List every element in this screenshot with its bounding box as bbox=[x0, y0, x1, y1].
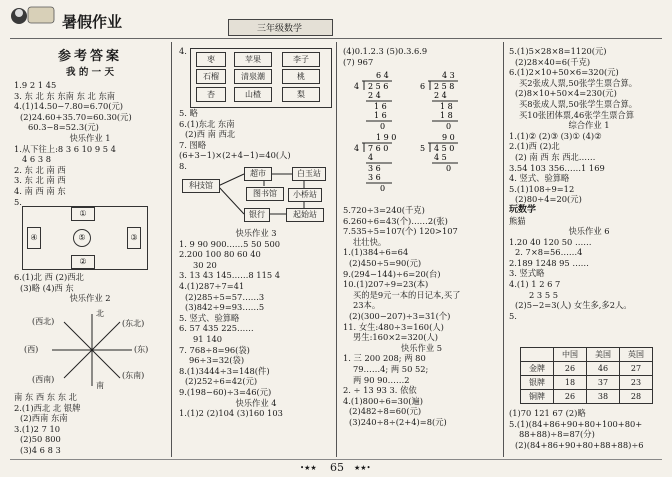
table-cell: 27 bbox=[620, 362, 653, 376]
line: 2. ÷ 13 93 3. 依依 bbox=[343, 385, 417, 396]
column-3 bbox=[343, 46, 427, 67]
line: (2)80÷4=20(元) bbox=[515, 194, 582, 205]
line: (2)50 800 bbox=[20, 434, 61, 445]
column-4 bbox=[509, 46, 669, 321]
line: 6. 57 435 225…… bbox=[179, 323, 254, 334]
line: 5. bbox=[14, 196, 22, 207]
line: 5.(1)108÷9=12 bbox=[509, 183, 575, 194]
line: (2)8×10+50×4=230(元) bbox=[515, 88, 617, 99]
header-rule bbox=[10, 38, 662, 39]
table-cell: 23 bbox=[620, 376, 653, 390]
line: 4.(1)800÷6=30(遍) bbox=[343, 395, 424, 406]
grid-cell: 梨 bbox=[282, 87, 320, 102]
line: 2. 东 北 南 西 bbox=[14, 164, 66, 175]
line: (2)西 南 西北 bbox=[185, 129, 236, 140]
line: 7. 768÷8=96(袋) bbox=[179, 344, 250, 355]
column-divider-1 bbox=[171, 42, 172, 457]
line: 60.3−8=52.3(元) bbox=[28, 122, 99, 133]
line: 买2张成人票,50张学生票合算。 bbox=[519, 77, 638, 88]
compass-east: (东) bbox=[134, 345, 149, 354]
line: 6.(1)2×10+50×6=320(元) bbox=[509, 67, 619, 78]
svg-text:6 4: 6 4 bbox=[376, 71, 389, 80]
line: 2.189 1248 95 …… bbox=[509, 257, 589, 268]
grid-cell: 清泉潮 bbox=[234, 69, 272, 84]
svg-text:1 6: 1 6 bbox=[374, 111, 387, 120]
line: 5.(1)5×28×8=1120(元) bbox=[509, 46, 607, 56]
compass-sw: (西南) bbox=[32, 375, 55, 384]
line: 6.(1)东北 东南 bbox=[179, 118, 235, 129]
map-node-bank: 银行 bbox=[244, 208, 270, 222]
grid-cell: 石榴 bbox=[196, 69, 226, 84]
line: (2) 南 西 东 西北…… bbox=[515, 151, 596, 162]
line: 5. 竖式、验算略 bbox=[179, 312, 240, 323]
svg-text:3 6: 3 6 bbox=[368, 173, 381, 182]
line: 6.(1)北 西 (2)西北 bbox=[14, 272, 84, 282]
map-node-baiyu-station: 白玉站 bbox=[292, 167, 326, 181]
line: 5.(1)(84+86+90+80+100+80+ bbox=[509, 418, 643, 429]
line: 男生:160×2=320(人) bbox=[353, 332, 439, 343]
line: 2.(1)西 (2)北 bbox=[509, 141, 560, 152]
line: 7. 图略 bbox=[179, 139, 207, 150]
table-cell: 28 bbox=[620, 390, 653, 404]
line: 4. 竖式、验算略 bbox=[509, 173, 570, 184]
svg-text:9 0: 9 0 bbox=[442, 133, 455, 142]
svg-text:4 3: 4 3 bbox=[442, 71, 455, 80]
svg-text:2 5 6: 2 5 6 bbox=[368, 82, 389, 91]
brand-logo bbox=[10, 2, 56, 28]
line: 5. 略 bbox=[179, 108, 198, 118]
page-number: 65 bbox=[330, 461, 344, 474]
grid-cell: 桃 bbox=[282, 69, 320, 84]
line: (2)252÷6=42(元) bbox=[185, 376, 258, 387]
line: (4)0.1.2.3 (5)0.3.6.9 bbox=[343, 46, 428, 56]
line: (2)28×40=6(千克) bbox=[515, 56, 591, 67]
table-cell: 银牌 bbox=[521, 376, 554, 390]
table-cell: 26 bbox=[554, 390, 587, 404]
line: 2.(1)西北 北 银牌 bbox=[14, 402, 81, 413]
line: 4.(1) 1 2 6 7 bbox=[509, 279, 561, 290]
svg-text:4 5: 4 5 bbox=[434, 153, 447, 162]
line: 8. bbox=[179, 160, 187, 171]
grid-cell: 山楂 bbox=[234, 87, 272, 102]
table-row bbox=[521, 348, 653, 362]
svg-text:6: 6 bbox=[420, 82, 426, 91]
svg-text:4: 4 bbox=[354, 144, 360, 153]
line: 6.260÷6=43(个)……2(张) bbox=[343, 215, 448, 226]
svg-text:1 6: 1 6 bbox=[374, 102, 387, 111]
table-cell: 37 bbox=[587, 376, 620, 390]
line: (7) 967 bbox=[343, 56, 374, 67]
table-cell: 美国 bbox=[587, 348, 620, 362]
line: 熊猫 bbox=[509, 215, 526, 226]
line: (2)450÷5=90(元) bbox=[349, 257, 422, 268]
column-2-a bbox=[179, 108, 291, 172]
line: 1. 9 90 900……5 50 500 bbox=[179, 238, 281, 249]
map-node-start-station: 起始站 bbox=[286, 208, 324, 222]
line: 4. 南 西 南 东 bbox=[14, 185, 66, 196]
line: 88+88)÷8=87(分) bbox=[519, 429, 595, 440]
line: (3)略 (4)西 东 bbox=[20, 282, 74, 293]
svg-text:1 8: 1 8 bbox=[440, 102, 453, 111]
line: 10.(1)207÷9=23(本) bbox=[343, 279, 429, 290]
svg-text:0: 0 bbox=[380, 122, 386, 131]
map-box: ③ bbox=[127, 227, 141, 249]
line: 30 20 bbox=[193, 259, 217, 270]
route-map bbox=[182, 166, 334, 226]
section-heading: 玩数学 bbox=[509, 204, 537, 215]
line: 3. 东 北 南 西 bbox=[14, 175, 66, 186]
section-heading: 综合作业 1 bbox=[568, 120, 610, 131]
column-1-c bbox=[14, 392, 166, 456]
line: 91 140 bbox=[193, 333, 223, 344]
map-node-library: 图书馆 bbox=[246, 187, 284, 201]
line: (6+3−1)×(2+4−1)=40(人) bbox=[179, 150, 291, 161]
table-cell: 铜牌 bbox=[521, 390, 554, 404]
table-cell: 38 bbox=[587, 390, 620, 404]
line: 3. 东 北 东 东南 东 北 东南 bbox=[14, 90, 116, 101]
grid-cell: 苹果 bbox=[234, 52, 272, 67]
line: 8.(1)3444÷3=148(件) bbox=[179, 365, 270, 376]
line: 1.(1)2 (2)104 (3)160 103 bbox=[179, 408, 283, 419]
compass-ne: (东北) bbox=[122, 319, 145, 328]
section-heading: 快乐作业 5 bbox=[400, 342, 443, 353]
long-division-figures bbox=[352, 70, 502, 200]
footer-stars-right: ★★• bbox=[354, 464, 371, 472]
map-center-circle: ⑤ bbox=[73, 229, 91, 247]
footer-rule bbox=[10, 459, 662, 460]
line: 96÷3=32(袋) bbox=[189, 355, 245, 366]
svg-text:0: 0 bbox=[446, 164, 452, 173]
table-cell bbox=[521, 348, 554, 362]
svg-text:1 8: 1 8 bbox=[440, 111, 453, 120]
line: 壮壮快。 bbox=[353, 236, 387, 247]
line: 2. 7×8=56……4 bbox=[515, 247, 583, 258]
line: 1.9 2 1 45 bbox=[14, 80, 57, 90]
compass-west: (西) bbox=[24, 345, 39, 354]
svg-text:4: 4 bbox=[354, 82, 360, 91]
table-cell: 英国 bbox=[620, 348, 653, 362]
line: 4.(1)14.50−7.80=6.70(元) bbox=[14, 101, 124, 112]
line: 买的是9元一本的日记本,买了 bbox=[353, 289, 461, 300]
section-heading: 快乐作业 2 bbox=[69, 293, 111, 304]
line: (3)4 6 8 3 bbox=[20, 444, 61, 455]
answer-title: 参考答案 bbox=[57, 49, 122, 64]
map-node-science-museum: 科技馆 bbox=[182, 179, 220, 193]
svg-text:1 9 0: 1 9 0 bbox=[376, 133, 397, 142]
map-node-supermarket: 超市 bbox=[244, 167, 272, 181]
section-title: 我 的 一 天 bbox=[66, 67, 114, 78]
grid-cell: 李子 bbox=[282, 52, 320, 67]
line: 1.(1)384÷6=64 bbox=[343, 247, 409, 258]
line: (3)240÷8÷(2+4)=8(元) bbox=[349, 416, 447, 427]
column-1-b bbox=[14, 272, 166, 304]
footer-stars-left: •★★ bbox=[300, 464, 317, 472]
section-heading: 快乐作业 3 bbox=[235, 228, 277, 238]
line: (2)5−2=3(人) 女生多,多2人。 bbox=[515, 300, 632, 311]
section-heading: 快乐作业 4 bbox=[235, 397, 277, 408]
column-divider-2 bbox=[336, 42, 337, 457]
column-divider-3 bbox=[503, 42, 504, 457]
line: (2)482÷8=60(元) bbox=[349, 406, 422, 417]
column-3-b bbox=[343, 205, 500, 427]
svg-text:3 6: 3 6 bbox=[368, 164, 381, 173]
line: 5.720÷3=240(千克) bbox=[343, 205, 425, 215]
grid-cell: 枣 bbox=[196, 52, 226, 67]
column-2 bbox=[179, 46, 187, 57]
line: 9.(294−144)÷6=20(台) bbox=[343, 268, 441, 279]
line: (2)(84+86+90+80+88+88)÷6 bbox=[515, 439, 644, 450]
table-row bbox=[521, 362, 653, 376]
line: 4 6 3 8 bbox=[22, 154, 52, 165]
line: 2 3 5 5 bbox=[529, 289, 559, 300]
line: 2.200 100 80 60 40 bbox=[179, 249, 261, 260]
line: 3. 竖式略 bbox=[509, 268, 545, 279]
section-heading: 快乐作业 1 bbox=[69, 132, 111, 143]
line: 1.从下往上:8 3 6 10 9 5 4 bbox=[14, 143, 116, 154]
table-row bbox=[521, 376, 653, 390]
line: 79……4; 两 50 52; bbox=[353, 363, 429, 374]
map-node-bridge-station: 小桥站 bbox=[288, 188, 322, 202]
map-box: ① bbox=[71, 207, 95, 221]
compass-nw: (西北) bbox=[32, 317, 55, 326]
svg-text:5: 5 bbox=[420, 144, 426, 153]
compass-se: (东南) bbox=[122, 371, 145, 380]
line: 3.54 103 356……1 169 bbox=[509, 162, 605, 173]
line: 23本。 bbox=[353, 300, 381, 311]
svg-text:4: 4 bbox=[368, 153, 374, 162]
line: (3)842÷9=93……5 bbox=[185, 302, 265, 313]
line: (2)24.60+35.70=60.30(元) bbox=[20, 111, 132, 122]
line: 4. bbox=[179, 46, 187, 56]
table-cell: 中国 bbox=[554, 348, 587, 362]
line: 5. bbox=[509, 310, 517, 321]
line: (2)西南 东南 bbox=[20, 413, 68, 424]
grade-label: 三年级数学 bbox=[256, 24, 302, 34]
line: (2)(300−207)÷3=31(个) bbox=[349, 310, 451, 321]
line: 4.(1)287÷7=41 bbox=[179, 280, 245, 291]
section-heading: 快乐作业 6 bbox=[568, 226, 610, 237]
svg-text:2 4: 2 4 bbox=[434, 91, 447, 100]
line: 3.(1)2 7 10 bbox=[14, 423, 61, 434]
svg-text:2 5 8: 2 5 8 bbox=[434, 82, 455, 91]
line: 7.535÷5=107(个) 120>107 bbox=[343, 226, 458, 237]
table-cell: 26 bbox=[554, 362, 587, 376]
line: 1.(1)② (2)③ (3)① (4)② bbox=[509, 130, 602, 141]
line: 11. 女生:480÷3=160(人) bbox=[343, 321, 444, 332]
line: 南 东 西 东 东 北 bbox=[14, 392, 77, 402]
svg-text:0: 0 bbox=[446, 122, 452, 131]
line: 1. 三 200 208; 两 80 bbox=[343, 353, 426, 364]
compass-north: 北 bbox=[96, 309, 104, 318]
compass-diagram bbox=[18, 308, 166, 390]
grid-cell: 杏 bbox=[196, 87, 226, 102]
column-1 bbox=[14, 48, 166, 207]
header-title: 暑假作业 bbox=[62, 13, 123, 31]
svg-text:2 4: 2 4 bbox=[368, 91, 381, 100]
table-cell: 18 bbox=[554, 376, 587, 390]
line: 买8张成人票,50张学生票合算。 bbox=[519, 98, 638, 109]
line: 两 90 90……2 bbox=[353, 374, 410, 385]
svg-text:0: 0 bbox=[380, 184, 386, 193]
line: (2)285÷5=57……3 bbox=[185, 291, 265, 302]
line: 3. 13 43 145……8 115 4 bbox=[179, 270, 281, 281]
column-2-b bbox=[179, 228, 333, 419]
line: (1)70 121 67 (2)略 bbox=[509, 408, 586, 418]
table-cell: 金牌 bbox=[521, 362, 554, 376]
map-box: ② bbox=[71, 255, 95, 269]
map-box: ④ bbox=[27, 227, 41, 249]
room-map bbox=[22, 206, 148, 270]
line: 9.(198−60)÷3=46(元) bbox=[179, 386, 272, 397]
medal-table bbox=[520, 347, 653, 404]
compass-south: 南 bbox=[96, 381, 104, 390]
table-cell: 46 bbox=[587, 362, 620, 376]
line: 买10张团体票,46张学生票合算 bbox=[519, 109, 635, 120]
column-4-b bbox=[509, 408, 669, 450]
svg-text:7 6 0: 7 6 0 bbox=[368, 144, 389, 153]
svg-text:4 5 0: 4 5 0 bbox=[434, 144, 455, 153]
line: 1.20 40 120 50 …… bbox=[509, 236, 592, 247]
table-row bbox=[521, 390, 653, 404]
